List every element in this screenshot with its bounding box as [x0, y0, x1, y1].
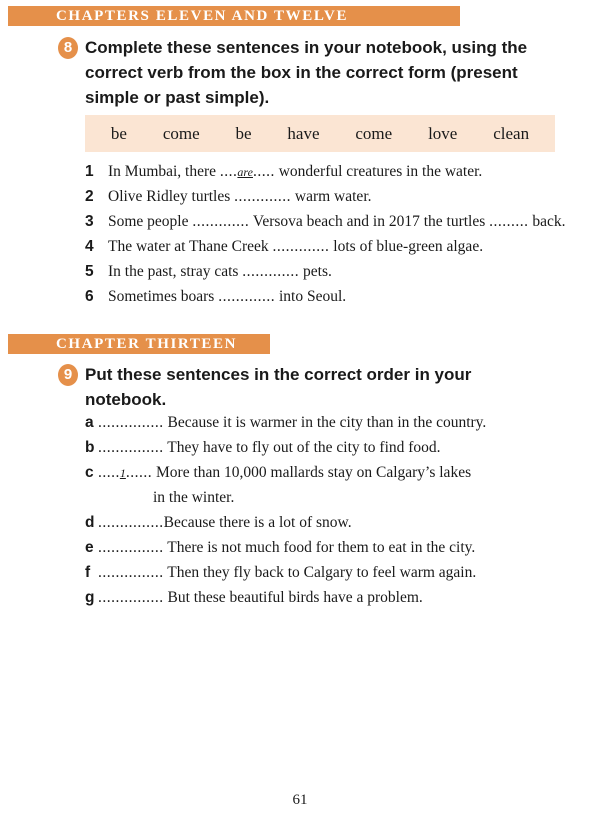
exercise-9-instruction: Put these sentences in the correct order in your notebook.: [85, 365, 472, 409]
word-box-item: come: [355, 123, 393, 143]
exercise-8-badge: 8: [58, 37, 78, 59]
word-box-item: love: [428, 123, 458, 143]
handwritten-answer: 1: [119, 466, 126, 480]
word-box-item: come: [162, 123, 200, 143]
handwritten-answer: are: [237, 165, 253, 179]
word-box: [85, 115, 555, 152]
word-box-item: be: [235, 123, 252, 143]
word-box-item: be: [110, 123, 127, 143]
word-box-item: clean: [493, 123, 530, 143]
word-box-item: have: [287, 123, 320, 143]
section-banner-chapter-13: CHAPTER THIRTEEN: [8, 334, 270, 354]
section-banner-chapters-11-12: CHAPTERS ELEVEN AND TWELVE: [8, 6, 460, 26]
page-number: 61: [292, 792, 308, 808]
exercise-9-badge: 9: [58, 364, 78, 386]
exercise-8-instruction: Complete these sentences in your notebook, using the correct verb from the box in the correct form (present simple or past simple).: [85, 38, 528, 107]
order-item-c-continued: in the winter.: [153, 489, 235, 506]
